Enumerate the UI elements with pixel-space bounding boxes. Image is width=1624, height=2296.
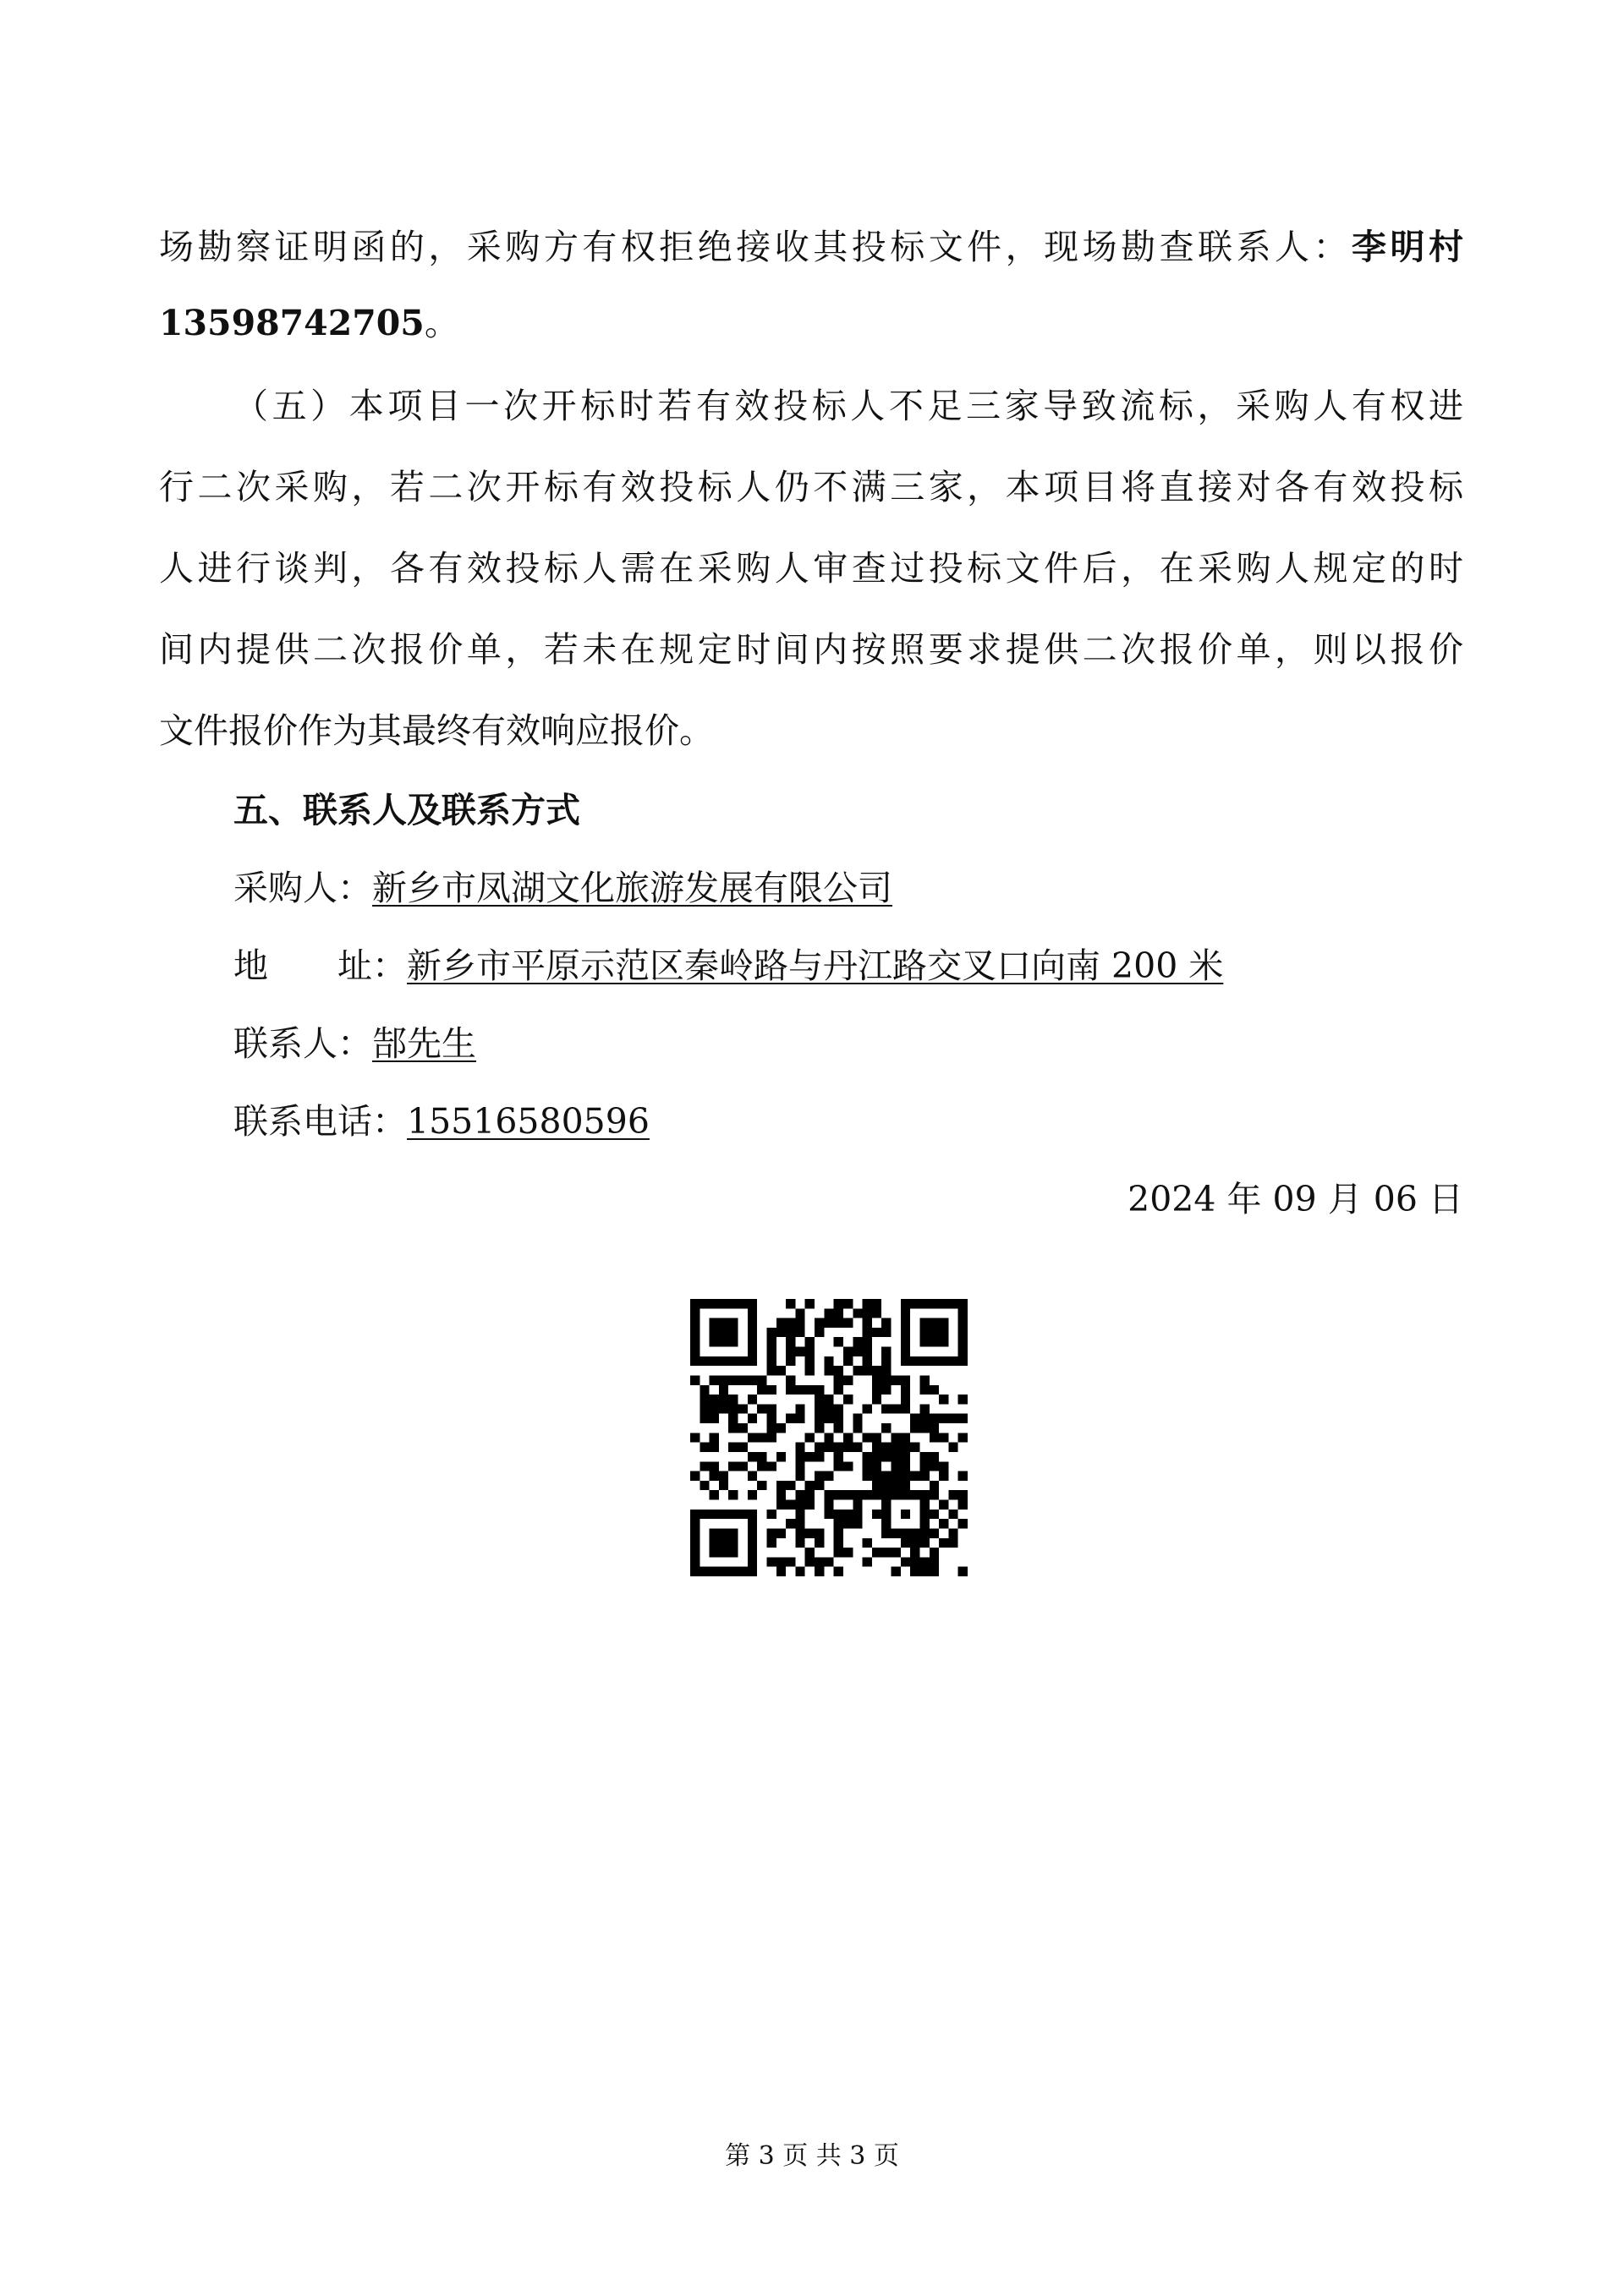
paragraph-five-line-4: 间内提供二次报价单，若未在规定时间内按照要求提供二次报价单，则以报价 — [159, 629, 1463, 670]
site-survey-contact-phone: 13598742705 — [159, 303, 425, 343]
contact-person-value: 郜先生 — [372, 1023, 476, 1064]
section-heading: 五、联系人及联系方式 — [233, 790, 580, 830]
address-value: 新乡市平原示范区秦岭路与丹江路交叉口向南 200 米 — [407, 945, 1224, 986]
phone-label: 联系电话： — [233, 1101, 407, 1142]
qr-code-graphic — [690, 1299, 968, 1576]
paragraph-text: 。 — [424, 303, 459, 343]
phone-row — [233, 1096, 650, 1147]
paragraph-five-line-3: 人进行谈判，各有效投标人需在采购人审查过投标文件后，在采购人规定的时 — [159, 548, 1463, 589]
purchaser-value: 新乡市凤湖文化旅游发展有限公司 — [372, 868, 892, 908]
paragraph-text: 场勘察证明函的，采购方有权拒绝接收其投标文件，现场勘查联系人： — [159, 227, 1352, 267]
contact-person-row — [233, 1018, 476, 1069]
address-label-part-2: 址： — [337, 945, 407, 986]
phone-value: 15516580596 — [407, 1101, 650, 1142]
address-row — [233, 940, 1223, 991]
site-survey-contact-name: 李明村 — [1352, 227, 1464, 267]
address-label-part-1: 地 — [233, 945, 268, 986]
paragraph-five-line-2: 行二次采购，若二次开标有效投标人仍不满三家，本项目将直接对各有效投标 — [159, 467, 1463, 507]
paragraph-five-line-5: 文件报价作为其最终有效响应报价。 — [159, 710, 714, 751]
paragraph-five-line-1: （五）本项目一次开标时若有效投标人不足三家导致流标，采购人有权进 — [233, 386, 1463, 426]
paragraph-line-1 — [159, 222, 1463, 272]
page-footer: 第 3 页 共 3 页 — [725, 2141, 899, 2171]
document-date: 2024 年 09 月 06 日 — [1127, 1179, 1463, 1219]
qr-code-image — [690, 1299, 968, 1576]
purchaser-row — [233, 863, 892, 913]
purchaser-label: 采购人： — [233, 868, 372, 908]
paragraph-line-2 — [159, 298, 459, 348]
contact-person-label: 联系人： — [233, 1023, 372, 1064]
